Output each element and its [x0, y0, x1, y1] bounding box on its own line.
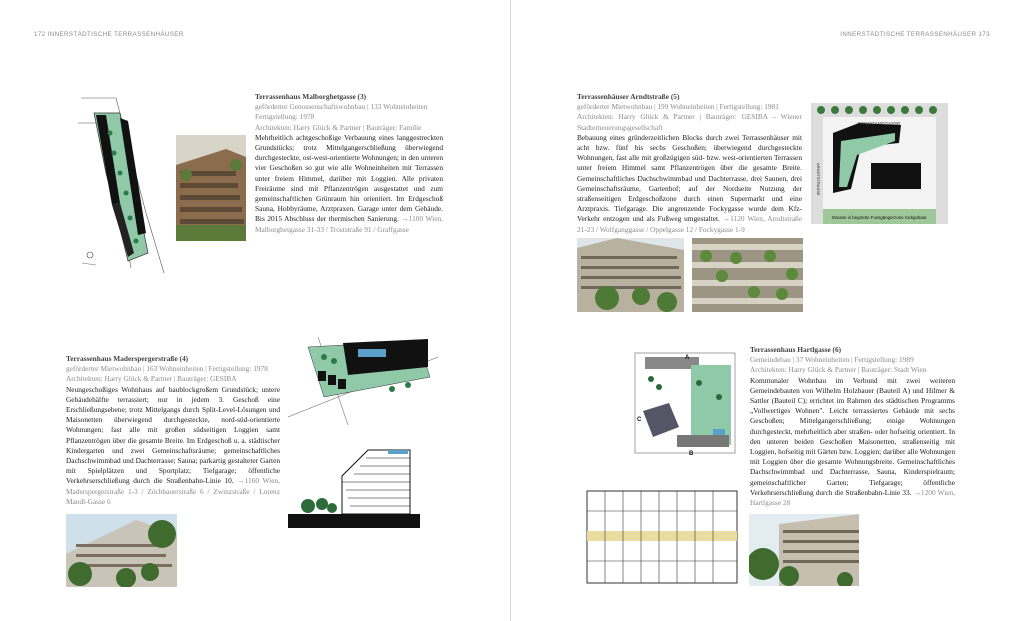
arndt-meta-2: Architekten: Harry Glück & Partner | Bauträger: GESIBA – Wiener Stadterneuerungsgesellschaft — [577, 112, 802, 132]
madersperger-site-plan — [288, 337, 438, 425]
arndt-site-plan — [811, 103, 948, 224]
malborghet-photo — [176, 135, 246, 241]
arndt-address: →1120 Wien, Arndtstraße 21-23 / Wolfganggasse / Oppelgasse 12 / Fockygasse 1-9 — [577, 214, 802, 234]
malborghet-title: Terrassenhaus Malborghetgasse (3) — [255, 92, 367, 101]
arndt-photo-1 — [577, 238, 684, 312]
madersperger-title: Terrassenhaus Maderspergerstraße (4) — [66, 354, 189, 363]
hartl-meta-2: Architekten: Harry Glück & Partner | Bauträger: Stadt Wien — [750, 365, 927, 375]
hartl-text — [750, 345, 955, 508]
malborghet-body: Mehrheitlich achtgeschoßige Verbauung eines langgestreckten Grundstücks; trotz Mittelgangerschließung überwiegend durchgesteckte, ost-west-orientierte Wohnungen; in den unteren vier Geschoßen so gut wie alle Wohneinheiten mit Terrassen unter freiem Himmel, darüber mit Loggien. Alle privaten Freiräume sind mit Pflanzentrögen ausgestattet und zum gemeinschaftlichen Grünraum hin orientiert. Im Erdgeschoß Sauna, Hobbyräume, Arztpraxen. Garage unter dem Gebäude. Bis 2015 Abschluss der thermischen Sanierung. — [255, 132, 443, 224]
malborghet-meta-3: Architekten: Harry Glück & Partner | Bauträger: Familie — [255, 122, 422, 132]
madersperger-meta-2: Architekten: Harry Glück & Partner | Bauträger: GESIBA — [66, 374, 237, 384]
arndt-meta-1: geförderter Mietwohnbau | 199 Wohneinheiten | Fertigstellung: 1981 — [577, 102, 779, 112]
madersperger-address: →1160 Wien, Maderspergerstraße 1-3 / Zöchbauerstraße 6 / Zwinzstraße / Lorenz Mandl-Gasse 6 — [66, 476, 280, 506]
arndt-plan-label-bottom: Strasse in begrünte Fussgängerzone rückgebaut — [831, 215, 927, 220]
malborghet-address: →1100 Wien, Malborghetgasse 31-33 / Troststraße 91 / Graffgasse — [255, 214, 443, 234]
hartl-title: Terrassenhaus Hartlgasse (6) — [750, 345, 842, 354]
madersperger-meta-1: geförderter Mietwohnbau | 163 Wohneinheiten | Fertigstellung: 1978 — [66, 364, 268, 374]
malborghet-site-plan — [76, 93, 166, 279]
arndt-title: Terrassenhäuser Arndtstraße (5) — [577, 92, 680, 101]
hartl-site-plan — [629, 347, 743, 459]
madersperger-text — [66, 354, 280, 507]
running-header-right: INNERSTÄDTISCHE TERRASSENHÄUSER 173 — [840, 31, 990, 38]
running-header-left: 172 INNERSTÄDTISCHE TERRASSENHÄUSER — [34, 31, 184, 38]
malborghet-text — [255, 92, 443, 235]
arndt-photo-2 — [692, 238, 803, 312]
right-page — [510, 0, 1020, 621]
hartl-photo — [749, 514, 859, 586]
madersperger-body: Neungeschoßiges Wohnhaus auf baublockgroßem Grundstück; untere Gebäudehälfte terrassiert; nur in jedem 3. Geschoß eine Erschließungsebene; trotz Mittelgangs durch Split-Level-Lösungen und Maisonetten überwiegend durchgesteckte, nord-süd-orientierte Wohnungen; fast alle mit großen südseitigen Loggien samt Pflanzentrögen über die gesamte Breite. Im Erdgeschoß u. a. städtischer Kindergarten und zwei Gemeinschaftsräume; gemeinschaftliches Dachschwimmbad und Dachterrasse; Sauna; parkartig gestalteter Garten mit Spielplätzen und Sportplatz; Tiefgarage; öffentliche Verkehrserschließung durch die Straßenbahn-Linie 10. — [66, 384, 280, 486]
arndt-text — [577, 92, 802, 235]
arndt-plan-label-top: WOLFGANGGASSE — [857, 121, 901, 126]
madersperger-photo — [66, 514, 177, 587]
hartl-body: Kommunaler Wohnbau im Verbund mit zwei weiteren Gemeindebauten von Wilhelm Holzbauer (Bauteil A) und Hilmer & Sattler (Bauteil C); errichtet im Rahmen des städtischen Programms „Vollwertiges Wohnen". Leicht terrassiertes Gebäude mit sechs Geschoßen; Mittelgangerschließung; einige Wohnungen durchgesteckt, mehrheitlich aber straßen- oder hofseitig orientiert. In den unteren beiden Geschoßen Maisonetten, straßenseitig mit Loggien, hofseitig mit Gärten bzw. Loggien; darüber alle Wohnungen mit Loggien über die gesamte Wohnungsbreite. Gemeinschaftliches Dachschwimmbad und Dachterrasse, Sauna, Kinderspielraum; gemeinschaftlicher Garten; Tiefgarage; öffentliche Verkehrserschließung durch die Straßenbahn-Linie 33. — [750, 375, 955, 497]
arndt-body: Bebauung eines gründerzeitlichen Blocks durch zwei Terrassenhäuser mit acht bzw. fünf bis sechs Geschoßen; überwiegend durchgesteckte Wohnungen, fast alle mit großzügigen süd- bzw. west-orientierten Terrassen unter freiem Himmel samt Pflanzentrögen über die gesamte Breite. Gemeinschaftliches Dachschwimmbad und Dachterrasse, drei Saunen, drei Gemeinschaftsräume, Gartenhof; auf der Nordseite Nutzung der straßenseitigen Erdgeschoßzone durch einen Supermarkt und eine Arztpraxis. Tiefgarage. Die angrenzende Fockygasse wurde dem Kfz-Verkehr entzogen und als Fußweg umgestaltet. — [577, 132, 802, 224]
hartl-address: →1200 Wien, Hartlgasse 28 — [750, 487, 956, 508]
hartl-plan-label-a: A — [685, 355, 690, 361]
malborghet-meta-1: geförderter Genossenschaftswohnbau | 133 Wohneinheiten — [255, 102, 428, 112]
hartl-plan-label-b: B — [689, 451, 694, 457]
hartl-floor-plan — [585, 487, 740, 587]
malborghet-meta-2: Fertigstellung: 1978 — [255, 112, 315, 122]
hartl-plan-label-c: C — [637, 417, 642, 423]
madersperger-section — [288, 446, 420, 528]
hartl-meta-1: Gemeindebau | 37 Wohneinheiten | Fertigstellung: 1989 — [750, 355, 914, 365]
arndt-plan-label-side: ARNDTSTRASSE — [816, 163, 821, 196]
